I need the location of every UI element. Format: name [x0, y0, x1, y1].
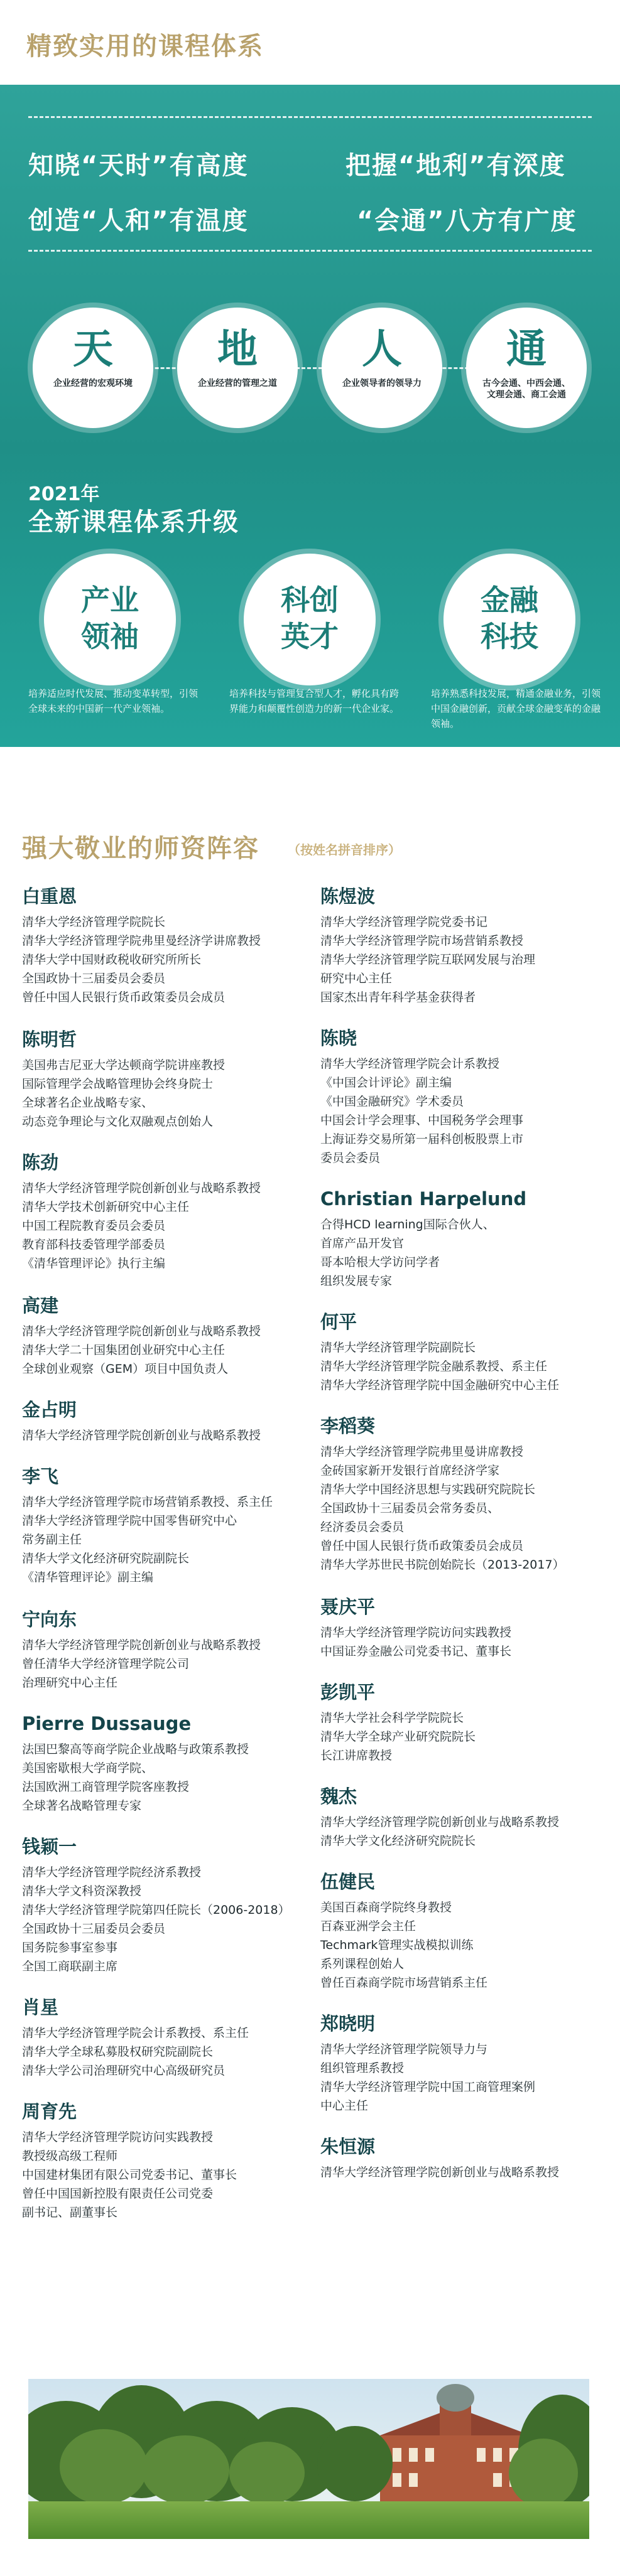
- faculty-sort-note: （按姓名拼音排序）: [288, 842, 401, 857]
- faculty-title-line: 研究中心主任: [320, 972, 393, 985]
- faculty-title-line: 清华大学文化经济研究院院长: [320, 1834, 476, 1848]
- faculty-title-line: 清华大学经济管理学院创新创业与战略系教授: [22, 1324, 261, 1338]
- upgrade-title: 全新课程体系升级: [28, 508, 239, 537]
- faculty-title-line: 清华大学经济管理学院第四任院长（2006-2018）: [22, 1903, 290, 1917]
- faculty-name: 陈晓: [320, 1028, 357, 1049]
- faculty-title-line: 组织发展专家: [320, 1274, 393, 1288]
- faculty-title-line: 清华大学经济管理学院副院长: [320, 1341, 476, 1355]
- faculty-title-line: 国务院参事室参事: [22, 1941, 118, 1955]
- faculty-name: 陈煜波: [320, 886, 376, 907]
- faculty-title-line: 国际管理学会战略管理协会终身院士: [22, 1077, 214, 1091]
- faculty-title-line: 清华大学文科资深教授: [22, 1884, 142, 1898]
- faculty-title-line: 清华大学经济管理学院访问实践教授: [320, 1626, 512, 1640]
- pillar-char: 天: [73, 326, 113, 373]
- faculty-member: [320, 884, 609, 1007]
- pillar-char: 通: [506, 326, 547, 373]
- faculty-column-left: [22, 884, 311, 2242]
- faculty-member: [22, 1027, 311, 1131]
- track-tech-desc: 培养科技与管理复合型人才，孵化具有跨界能力和颠覆性创造力的新一代企业家。: [229, 688, 400, 714]
- faculty-title-line: 清华大学经济管理学院院长: [22, 915, 166, 929]
- pillar-desc: 企业经营的宏观环境: [53, 378, 133, 389]
- campus-photo-illustration: [28, 2379, 589, 2539]
- faculty-title-line: 清华大学经济管理学院弗里曼经济学讲席教授: [22, 934, 261, 948]
- faculty-member: [22, 1995, 311, 2080]
- faculty-name: Christian Harpelund: [320, 1188, 527, 1210]
- faculty-title-line: 委员会委员: [320, 1151, 381, 1165]
- faculty-title-line: 《中国金融研究》学术委员: [320, 1095, 464, 1108]
- faculty-name: 肖星: [22, 1997, 59, 2018]
- faculty-title-line: 清华大学文化经济研究院副院长: [22, 1552, 190, 1565]
- faculty-name: 伍健民: [320, 1871, 376, 1892]
- track-fintech: [443, 554, 575, 685]
- faculty-title-line: 法国欧洲工商管理学院客座教授: [22, 1780, 190, 1794]
- faculty-title-line: 法国巴黎高等商学院企业战略与政策系教授: [22, 1742, 249, 1756]
- faculty-name: 魏杰: [320, 1786, 357, 1807]
- faculty-title-line: 全国工商联副主席: [22, 1960, 118, 1973]
- faculty-title-line: 清华大学经济管理学院金融系教授、系主任: [320, 1360, 548, 1373]
- faculty-name: 李稻葵: [320, 1415, 376, 1437]
- faculty-title-line: 教授级高级工程师: [22, 2149, 118, 2163]
- pillar-ren: [322, 308, 442, 428]
- faculty-title-line: 清华大学经济管理学院互联网发展与治理: [320, 953, 536, 967]
- faculty-title-line: 清华大学经济管理学院访问实践教授: [22, 2130, 214, 2144]
- faculty-title-line: 百森亚洲学会主任: [320, 1919, 416, 1933]
- faculty-name: 白重恩: [22, 886, 77, 907]
- faculty-title-line: 清华大学全球私募股权研究院副院长: [22, 2045, 214, 2059]
- track-label-1: 科创: [281, 583, 339, 617]
- faculty-member: [22, 1397, 311, 1445]
- faculty-member: [320, 1784, 609, 1850]
- faculty-title-line: 清华大学经济管理学院创新创业与战略系教授: [22, 1181, 261, 1195]
- faculty-title-line: 国家杰出青年科学基金获得者: [320, 990, 476, 1004]
- course-system-title: 精致实用的课程体系: [26, 32, 264, 61]
- track-tech-talent: [244, 554, 376, 685]
- faculty-title-line: 教育部科技委管理学部委员: [22, 1238, 166, 1252]
- track-label-1: 产业: [81, 583, 139, 617]
- faculty-title-line: 中国证券金融公司党委书记、董事长: [320, 1645, 512, 1658]
- faculty-title-line: 清华大学经济管理学院领导力与: [320, 2042, 488, 2056]
- divider-top: [28, 116, 592, 118]
- faculty-name: Pierre Dussauge: [22, 1713, 192, 1734]
- faculty-title-line: 常务副主任: [22, 1533, 82, 1547]
- faculty-title-line: 治理研究中心主任: [22, 1676, 118, 1690]
- track-label-2: 领袖: [81, 620, 139, 653]
- faculty-title-line: 《清华管理评论》副主编: [22, 1570, 154, 1584]
- track-industry-leader: [44, 554, 176, 685]
- faculty-name: 陈劲: [22, 1152, 59, 1173]
- faculty-title-line: 清华大学经济管理学院弗里曼讲席教授: [320, 1445, 524, 1459]
- faculty-column-right: [320, 884, 609, 2202]
- faculty-title-line: 清华大学经济管理学院党委书记: [320, 915, 488, 929]
- campus-photo: [28, 2379, 589, 2539]
- faculty-title-line: 曾任百森商学院市场营销系主任: [320, 1976, 488, 1990]
- faculty-title-line: 清华大学经济管理学院中国金融研究中心主任: [320, 1378, 560, 1392]
- faculty-member: [320, 1026, 609, 1167]
- faculty-name: 郑晓明: [320, 2013, 376, 2034]
- faculty-title-line: 合得HCD learning国际合伙人、: [320, 1218, 495, 1232]
- faculty-title-line: 全国政协十三届委员会常务委员、: [320, 1501, 500, 1515]
- faculty-member: [320, 2134, 609, 2182]
- track-label-1: 金融: [481, 583, 538, 617]
- pillar-di: [177, 308, 298, 428]
- track-label-2: 英才: [281, 620, 339, 653]
- faculty-title-line: 清华大学经济管理学院中国工商管理案例: [320, 2080, 536, 2094]
- faculty-member: [22, 2099, 311, 2222]
- pillar-tian: [33, 308, 153, 428]
- faculty-title-line: 清华大学社会科学学院院长: [320, 1711, 464, 1725]
- faculty-title-line: 《中国会计评论》副主编: [320, 1076, 452, 1090]
- faculty-title-line: 清华大学经济管理学院会计系教授: [320, 1057, 500, 1071]
- faculty-title-line: 清华大学苏世民书院创始院长（2013-2017）: [320, 1558, 565, 1572]
- faculty-name: 陈明哲: [22, 1029, 77, 1050]
- faculty-title-line: 清华大学经济管理学院创新创业与战略系教授: [22, 1429, 261, 1442]
- faculty-title-line: 经济委员会委员: [320, 1520, 405, 1534]
- faculty-title-line: 首席产品开发官: [320, 1237, 405, 1250]
- faculty-title-line: 全球创业观察（GEM）项目中国负责人: [22, 1362, 229, 1376]
- faculty-title-line: 美国弗吉尼亚大学达顿商学院讲座教授: [22, 1058, 226, 1072]
- faculty-title-line: 全国政协十三届委员会委员: [22, 1922, 166, 1936]
- faculty-title-line: 美国百森商学院终身教授: [320, 1901, 452, 1914]
- faculty-title-line: 曾任中国人民银行货币政策委员会成员: [22, 990, 226, 1004]
- faculty-title-line: 组织管理系教授: [320, 2061, 405, 2075]
- pillar-desc: 企业领导者的领导力: [342, 378, 421, 389]
- faculty-name: 周育先: [22, 2101, 77, 2122]
- pillar-desc: 企业经营的管理之道: [198, 378, 277, 389]
- faculty-name: 金占明: [22, 1399, 77, 1420]
- faculty-name: 李飞: [22, 1466, 59, 1487]
- faculty-member: [22, 1464, 311, 1587]
- faculty-title-line: 曾任中国国新控股有限责任公司党委: [22, 2187, 214, 2201]
- faculty-title-line: 副书记、副董事长: [22, 2206, 118, 2219]
- faculty-name: 高建: [22, 1295, 59, 1316]
- faculty-title-line: 系列课程创始人: [320, 1957, 405, 1971]
- faculty-member: [22, 884, 311, 1007]
- faculty-member: [22, 1834, 311, 1976]
- faculty-member: [320, 1869, 609, 1992]
- faculty-title-line: 清华大学中国财政税收研究所所长: [22, 953, 202, 967]
- faculty-title-line: 中国建材集团有限公司党委书记、董事长: [22, 2168, 237, 2182]
- faculty-member: [22, 1150, 311, 1273]
- faculty-member: [22, 1607, 311, 1692]
- faculty-title-line: 清华大学经济管理学院市场营销系教授、系主任: [22, 1495, 273, 1509]
- faculty-member: [320, 2011, 609, 2115]
- faculty-member: [320, 1186, 609, 1291]
- pillar-char: 人: [362, 326, 402, 373]
- track-label-2: 科技: [481, 620, 538, 653]
- faculty-title-line: 清华大学中国经济思想与实践研究院院长: [320, 1483, 536, 1496]
- faculty-title-line: 清华大学公司治理研究中心高级研究员: [22, 2064, 226, 2078]
- faculty-title-line: 清华大学经济管理学院会计系教授、系主任: [22, 2026, 249, 2040]
- faculty-title-line: 中心主任: [320, 2099, 369, 2113]
- faculty-title-line: 哥本哈根大学访问学者: [320, 1255, 440, 1269]
- faculty-member: [320, 1414, 609, 1574]
- faculty-title-line: 金砖国家新开发银行首席经济学家: [320, 1464, 500, 1478]
- faculty-name: 钱颖一: [22, 1836, 77, 1857]
- faculty-member: [320, 1680, 609, 1765]
- faculty-title-line: 清华大学经济管理学院市场营销系教授: [320, 934, 524, 948]
- faculty-member: [22, 1711, 311, 1815]
- faculty-title-line: 动态竞争理论与文化双融观点创始人: [22, 1115, 214, 1129]
- faculty-name: 何平: [320, 1311, 357, 1333]
- faculty-title-line: 长江讲席教授: [320, 1749, 393, 1763]
- faculty-title-line: 曾任中国人民银行货币政策委员会成员: [320, 1539, 524, 1553]
- faculty-title-line: 清华大学全球产业研究院院长: [320, 1730, 476, 1744]
- faculty-title-line: 中国工程院教育委员会委员: [22, 1219, 166, 1233]
- faculty-title-line: 清华大学经济管理学院创新创业与战略系教授: [320, 2165, 560, 2179]
- faculty-title-line: 《清华管理评论》执行主编: [22, 1257, 166, 1270]
- faculty-title-line: 全国政协十三届委员会委员: [22, 972, 166, 985]
- faculty-title-line: 清华大学技术创新研究中心主任: [22, 1200, 190, 1214]
- slogan-huitong: “会通”八方有广度: [357, 207, 577, 235]
- faculty-title-line: 全球著名企业战略专家、: [22, 1096, 154, 1110]
- faculty-title-line: Techmark管理实战模拟训练: [320, 1938, 474, 1952]
- faculty-title-line: 清华大学经济管理学院中国零售研究中心: [22, 1514, 237, 1528]
- upgrade-year: 2021年: [28, 483, 100, 505]
- faculty-title-line: 上海证券交易所第一届科创板股票上市: [320, 1132, 524, 1146]
- divider-middle: [28, 250, 592, 252]
- faculty-name: 朱恒源: [320, 2136, 376, 2157]
- faculty-title-line: 清华大学经济管理学院创新创业与战略系教授: [320, 1815, 560, 1829]
- faculty-title-line: 清华大学经济管理学院经济系教授: [22, 1865, 202, 1879]
- track-industry-desc: 培养适应时代发展、推动变革转型，引领全球未来的中国新一代产业领袖。: [28, 688, 199, 714]
- faculty-member: [22, 1293, 311, 1378]
- faculty-title-line: 美国密歇根大学商学院、: [22, 1761, 154, 1775]
- faculty-name: 宁向东: [22, 1609, 77, 1630]
- slogan-renhe: 创造“人和”有温度: [28, 207, 249, 235]
- faculty-name: 彭凯平: [320, 1682, 376, 1703]
- faculty-title-line: 清华大学二十国集团创业研究中心主任: [22, 1343, 226, 1357]
- faculty-title: 强大敬业的师资阵容: [22, 834, 259, 863]
- slogan-tianshi: 知晓“天时”有高度: [28, 151, 249, 180]
- faculty-title-line: 曾任清华大学经济管理学院公司: [22, 1657, 190, 1671]
- slogan-dili: 把握“地利”有深度: [345, 151, 566, 180]
- track-fintech-desc: 培养熟悉科技发展，精通金融业务，引领中国金融创新，贡献全球金融变革的金融领袖。: [431, 688, 601, 729]
- pillar-tong: [466, 308, 587, 428]
- faculty-title-line: 清华大学经济管理学院创新创业与战略系教授: [22, 1638, 261, 1652]
- faculty-member: [320, 1309, 609, 1395]
- faculty-name: 聂庆平: [320, 1596, 376, 1618]
- faculty-member: [320, 1594, 609, 1661]
- pillar-desc: 古今会通、中西会通、文理会通、商工会通: [482, 378, 570, 400]
- faculty-title-line: 全球著名战略管理专家: [22, 1799, 142, 1813]
- pillar-char: 地: [217, 326, 258, 373]
- faculty-title-line: 中国会计学会理事、中国税务学会理事: [320, 1114, 524, 1127]
